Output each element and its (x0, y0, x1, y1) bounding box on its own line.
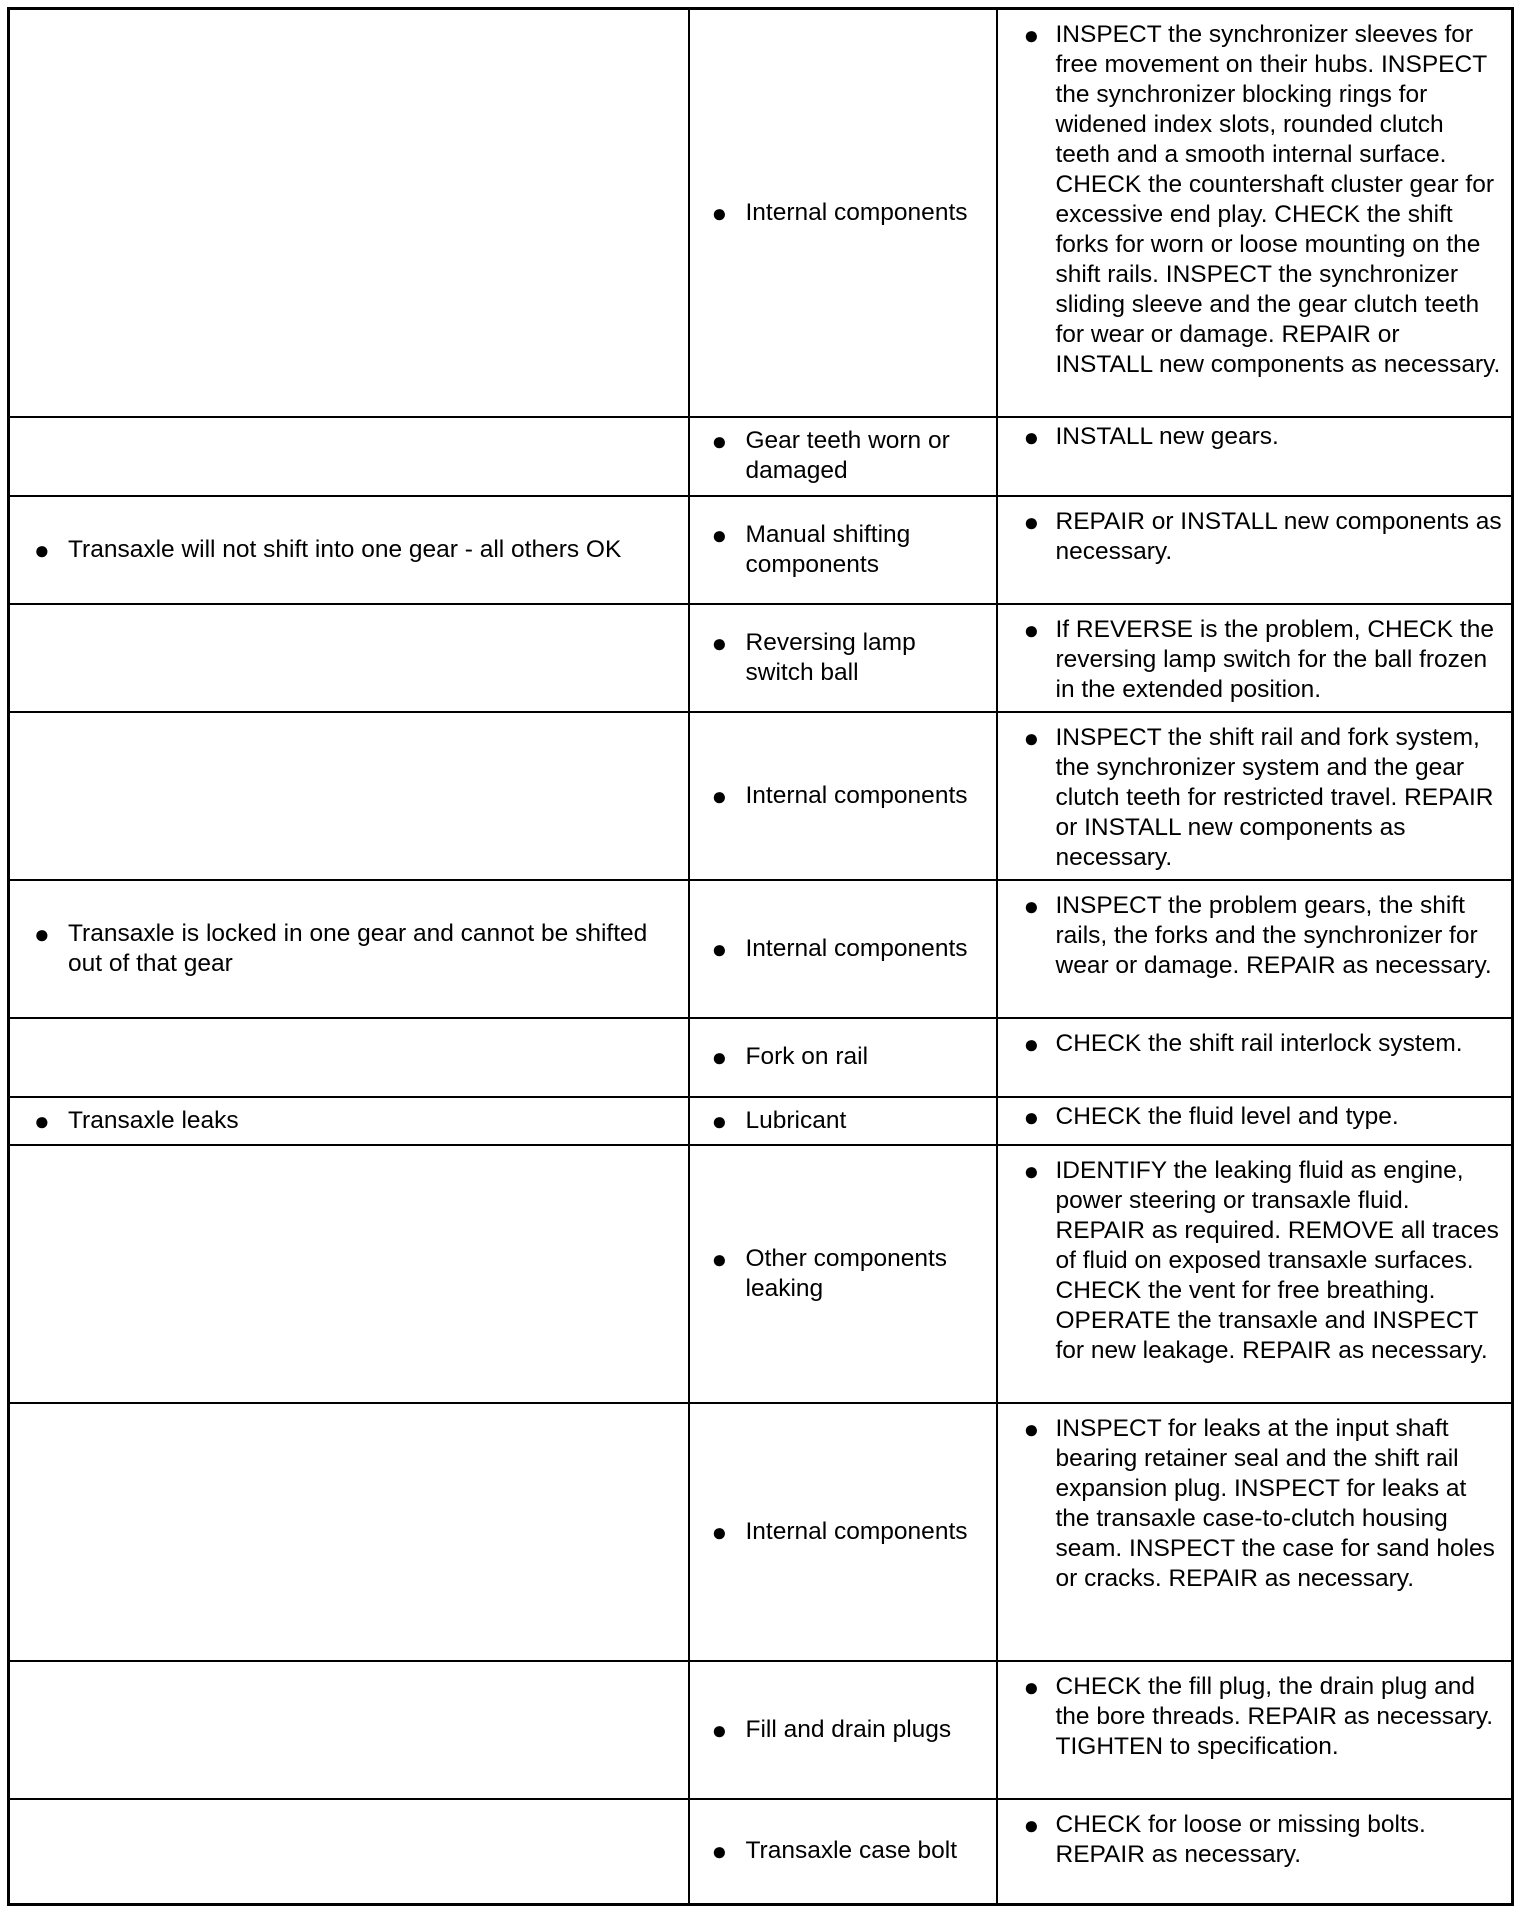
action-text: INSTALL new gears. (1055, 422, 1279, 450)
source-text: Manual shifting components (745, 520, 911, 578)
table-row (9, 417, 1513, 496)
source-text: Fork on rail (745, 1043, 869, 1070)
condition-cell (9, 496, 689, 604)
condition-text: Transaxle is locked in one gear and cannot be shifted out of that gear (68, 919, 648, 977)
bullet-icon: ● (711, 1714, 728, 1745)
bullet-icon: ● (711, 426, 728, 456)
table-row (9, 1145, 1513, 1403)
action-cell (997, 712, 1513, 880)
action-text: REPAIR or INSTALL new components as necessary. (1055, 507, 1502, 565)
action-text: CHECK for loose or missing bolts. REPAIR as necessary. (1055, 1810, 1426, 1868)
bullet-icon: ● (1023, 1413, 1040, 1444)
bullet-icon: ● (711, 519, 728, 550)
action-text: CHECK the fill plug, the drain plug and the bore threads. REPAIR as necessary. TIGHTEN to specification. (1055, 1672, 1494, 1760)
bullet-icon: ● (1023, 1809, 1040, 1840)
bullet-icon: ● (711, 1836, 728, 1867)
condition-cell (9, 1799, 689, 1905)
bullet-icon: ● (711, 197, 728, 228)
action-cell (997, 1018, 1513, 1097)
source-cell (689, 1799, 997, 1905)
table-row (9, 880, 1513, 1018)
action-text: INSPECT for leaks at the input shaft bearing retainer seal and the shift rail expansion plug. INSPECT for leaks at the transaxle case-to-clutch housing seam. INSPECT the case for sand holes or cracks. REPAIR as necessary. (1055, 1414, 1495, 1592)
action-cell (997, 1799, 1513, 1905)
bullet-icon: ● (711, 1243, 728, 1274)
table-row (9, 712, 1513, 880)
condition-cell (9, 880, 689, 1018)
bullet-icon: ● (1023, 20, 1040, 50)
action-cell (997, 1661, 1513, 1799)
table-row (9, 604, 1513, 712)
condition-cell (9, 417, 689, 496)
action-text: INSPECT the synchronizer sleeves for free movement on their hubs. INSPECT the synchronizer blocking rings for widened index slots, rounded clutch teeth and a smooth internal surface. CHECK the countershaft cluster gear for excessive end play. CHECK the shift forks for worn or loose mounting on the shift rails. INSPECT the synchronizer sliding sleeve and the gear clutch teeth for wear or damage. REPAIR or INSTALL new components as necessary. (1055, 21, 1501, 378)
bullet-icon: ● (1023, 614, 1040, 645)
bullet-icon: ● (34, 1105, 50, 1136)
source-cell (689, 1097, 997, 1145)
source-text: Internal components (745, 934, 968, 962)
condition-text: Transaxle leaks (68, 1106, 239, 1134)
bullet-icon: ● (1023, 722, 1040, 753)
table-row (9, 1097, 1513, 1145)
source-cell (689, 417, 997, 496)
bullet-icon: ● (711, 1105, 728, 1136)
condition-cell (9, 1018, 689, 1097)
source-cell (689, 1661, 997, 1799)
source-cell (689, 1145, 997, 1403)
source-text: Internal components (745, 198, 968, 226)
condition-cell (9, 1097, 689, 1145)
action-text: CHECK the fluid level and type. (1055, 1102, 1399, 1130)
source-cell (689, 712, 997, 880)
bullet-icon: ● (711, 1042, 728, 1072)
table-row (9, 1661, 1513, 1799)
condition-cell (9, 712, 689, 880)
table-row (9, 496, 1513, 604)
table-row (9, 1403, 1513, 1661)
action-cell (997, 496, 1513, 604)
bullet-icon: ● (1023, 506, 1040, 537)
action-cell (997, 1403, 1513, 1661)
table-row (9, 1799, 1513, 1905)
bullet-icon: ● (1023, 1671, 1040, 1702)
bullet-icon: ● (711, 627, 728, 658)
action-cell (997, 604, 1513, 712)
bullet-icon: ● (1023, 1155, 1040, 1186)
condition-cell (9, 1403, 689, 1661)
action-cell (997, 9, 1513, 417)
table-row (9, 1018, 1513, 1097)
action-text: INSPECT the problem gears, the shift rails, the forks and the synchronizer for wear or damage. REPAIR as necessary. (1055, 891, 1492, 979)
source-cell (689, 1018, 997, 1097)
action-cell (997, 880, 1513, 1018)
condition-cell (9, 1145, 689, 1403)
bullet-icon: ● (1023, 1101, 1040, 1132)
source-cell (689, 604, 997, 712)
table-row (9, 9, 1513, 417)
source-text: Gear teeth worn or damaged (745, 427, 950, 484)
bullet-icon: ● (1023, 890, 1040, 921)
source-text: Internal components (745, 1517, 968, 1545)
source-cell (689, 880, 997, 1018)
bullet-icon: ● (34, 534, 50, 565)
action-text: IDENTIFY the leaking fluid as engine, power steering or transaxle fluid. REPAIR as required. REMOVE all traces of fluid on exposed transaxle surfaces. CHECK the vent for free breathing. OPERATE the transaxle and INSPECT for new leakage. REPAIR as necessary. (1055, 1156, 1499, 1364)
source-text: Transaxle case bolt (745, 1837, 958, 1865)
source-text: Fill and drain plugs (745, 1715, 952, 1743)
bullet-icon: ● (711, 1516, 728, 1547)
bullet-icon: ● (1023, 421, 1040, 452)
action-cell (997, 417, 1513, 496)
source-cell (689, 1403, 997, 1661)
source-cell (689, 496, 997, 604)
condition-text: Transaxle will not shift into one gear - all others OK (68, 535, 622, 563)
source-text: Reversing lamp switch ball (745, 628, 916, 686)
bullet-icon: ● (1023, 1028, 1040, 1059)
bullet-icon: ● (711, 780, 728, 811)
diagnosis-table (7, 7, 1514, 1906)
source-text: Other components leaking (745, 1244, 948, 1302)
condition-cell (9, 9, 689, 417)
condition-cell (9, 604, 689, 712)
action-cell (997, 1145, 1513, 1403)
source-text: Lubricant (745, 1106, 847, 1134)
condition-cell (9, 1661, 689, 1799)
source-cell (689, 9, 997, 417)
bullet-icon: ● (711, 933, 728, 964)
action-cell (997, 1097, 1513, 1145)
source-text: Internal components (745, 781, 968, 809)
action-text: INSPECT the shift rail and fork system, the synchronizer system and the gear clutch teeth for restricted travel. REPAIR or INSTALL new components as necessary. (1055, 723, 1494, 871)
bullet-icon: ● (34, 918, 50, 949)
action-text: If REVERSE is the problem, CHECK the reversing lamp switch for the ball frozen in the extended position. (1055, 615, 1494, 703)
action-text: CHECK the shift rail interlock system. (1055, 1029, 1463, 1057)
